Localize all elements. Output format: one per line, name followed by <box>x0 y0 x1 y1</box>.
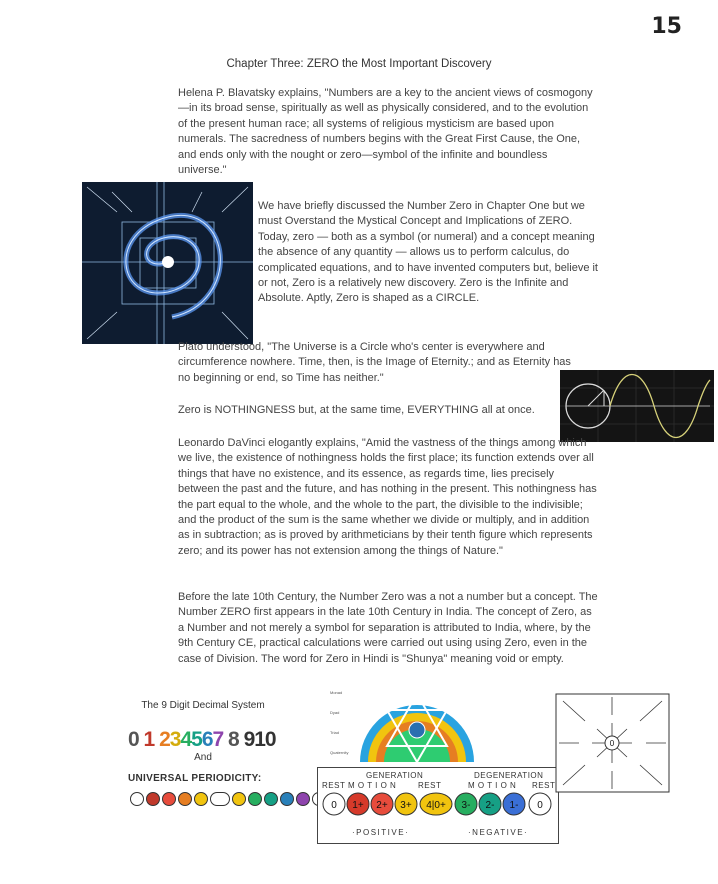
paragraph-zero-concept: We have briefly discussed the Number Zero in Chapter One but we must Overstand the Mystical Concept and Implications of ZERO. Today, zero — both as a symbol (or numeral) and a concept meaning the absence of any quantity — allows us to perform calculus, do complicated equations, and to have invented computers but, believe it or not, Zero is a relatively new discovery. Zero is the Infinite and Absolute. Aptly, Zero is shaped as a CIRCLE. <box>258 200 598 305</box>
rest-mid-label: REST <box>418 781 442 790</box>
unit-circle-sine-wave-illustration <box>560 370 714 442</box>
and-label: And <box>194 752 212 763</box>
rest-left-label: REST <box>322 781 346 790</box>
motion-label-2: M O T I O N <box>468 781 517 790</box>
positive-label: ·POSITIVE· <box>352 828 410 837</box>
radiating-arrows-diagram <box>555 693 670 793</box>
motion-label-1: M O T I O N <box>348 781 397 790</box>
svg-text:1+: 1+ <box>352 800 364 811</box>
periodicity-circles <box>130 792 326 806</box>
paragraph-nothingness: Zero is NOTHINGNESS but, at the same time, EVERYTHING all at once. <box>178 404 535 416</box>
svg-text:0: 0 <box>331 800 337 811</box>
chapter-title: Chapter Three: ZERO the Most Important Discovery <box>226 58 492 70</box>
svg-text:3-: 3- <box>461 800 471 811</box>
svg-text:0: 0 <box>609 739 615 748</box>
svg-text:1-: 1- <box>509 800 519 811</box>
svg-text:4|0+: 4|0+ <box>426 800 446 811</box>
degeneration-label: DEGENERATION <box>474 771 544 780</box>
page-number: 15 <box>651 14 682 39</box>
svg-text:0: 0 <box>537 800 543 811</box>
paragraph-blavatsky: Helena P. Blavatsky explains, "Numbers are a key to the ancient views of cosmogony—in its broad sense, spiritually as well as physically considered, and to the evolution of the present human race; all systems of religious mysticism are based upon numerals. The sacredness of numbers begins with the Great First Cause, the One, and ends only with the nought or zero—symbol of the infinite and boundless universe." <box>178 87 593 177</box>
motion-circles <box>320 790 556 818</box>
decimal-system-title: The 9 Digit Decimal System <box>141 700 265 711</box>
spiral-galaxy-illustration <box>82 182 253 344</box>
generation-degeneration-diagram <box>317 767 559 844</box>
svg-text:2+: 2+ <box>376 800 388 811</box>
svg-text:Triad: Triad <box>330 730 339 735</box>
svg-text:Monad: Monad <box>330 690 343 695</box>
svg-text:3+: 3+ <box>400 800 412 811</box>
universal-periodicity-label: UNIVERSAL PERIODICITY: <box>128 773 262 784</box>
svg-text:Dyad: Dyad <box>330 710 340 715</box>
decimal-digits: 0 1 234567 8 910 <box>128 728 276 751</box>
svg-text:Quaternity: Quaternity <box>330 750 349 755</box>
hexagram-color-wheel <box>320 680 510 762</box>
paragraph-davinci: Leonardo DaVinci elogantly explains, "Amid the vastness of the things among which we live, the existence of nothingness holds the first place; its function extends over all things that have no existence, and its essence, as regards time, lies precisely between the past and the future, and has nothing in the present. This nothingness has the part equal to the whole, and the whole to the part, the divisible to the indivisible; and the product of the sum is the same whether we divide or multiply, and in addition as in subtraction; as is proved by arithmeticians by their tenth figure which represents zero; and its power has not extension among the things of Nature." <box>178 437 597 557</box>
rest-right-label: REST <box>532 781 556 790</box>
paragraph-plato: Plato understood, "The Universe is a Circle who's center is everywhere and circumference nowhere. Time, then, is the Image of Eternity.; and as Eternity has no beginning or end, so Time has neither." <box>178 341 571 384</box>
paragraph-history: Before the late 10th Century, the Number Zero was a not a number but a concept. The Number ZERO first appears in the late 10th Century in India. The concept of Zero, as a Number and not merely a symbol for separation is attributed to India, where, by the 9th Century CE, practical calculations were carried out using using Zero, even in the case of Division. The word for Zero in Hindi is "Shunya" meaning void or empty. <box>178 591 598 665</box>
generation-label: GENERATION <box>366 771 424 780</box>
negative-label: ·NEGATIVE· <box>468 828 529 837</box>
svg-text:2-: 2- <box>485 800 495 811</box>
